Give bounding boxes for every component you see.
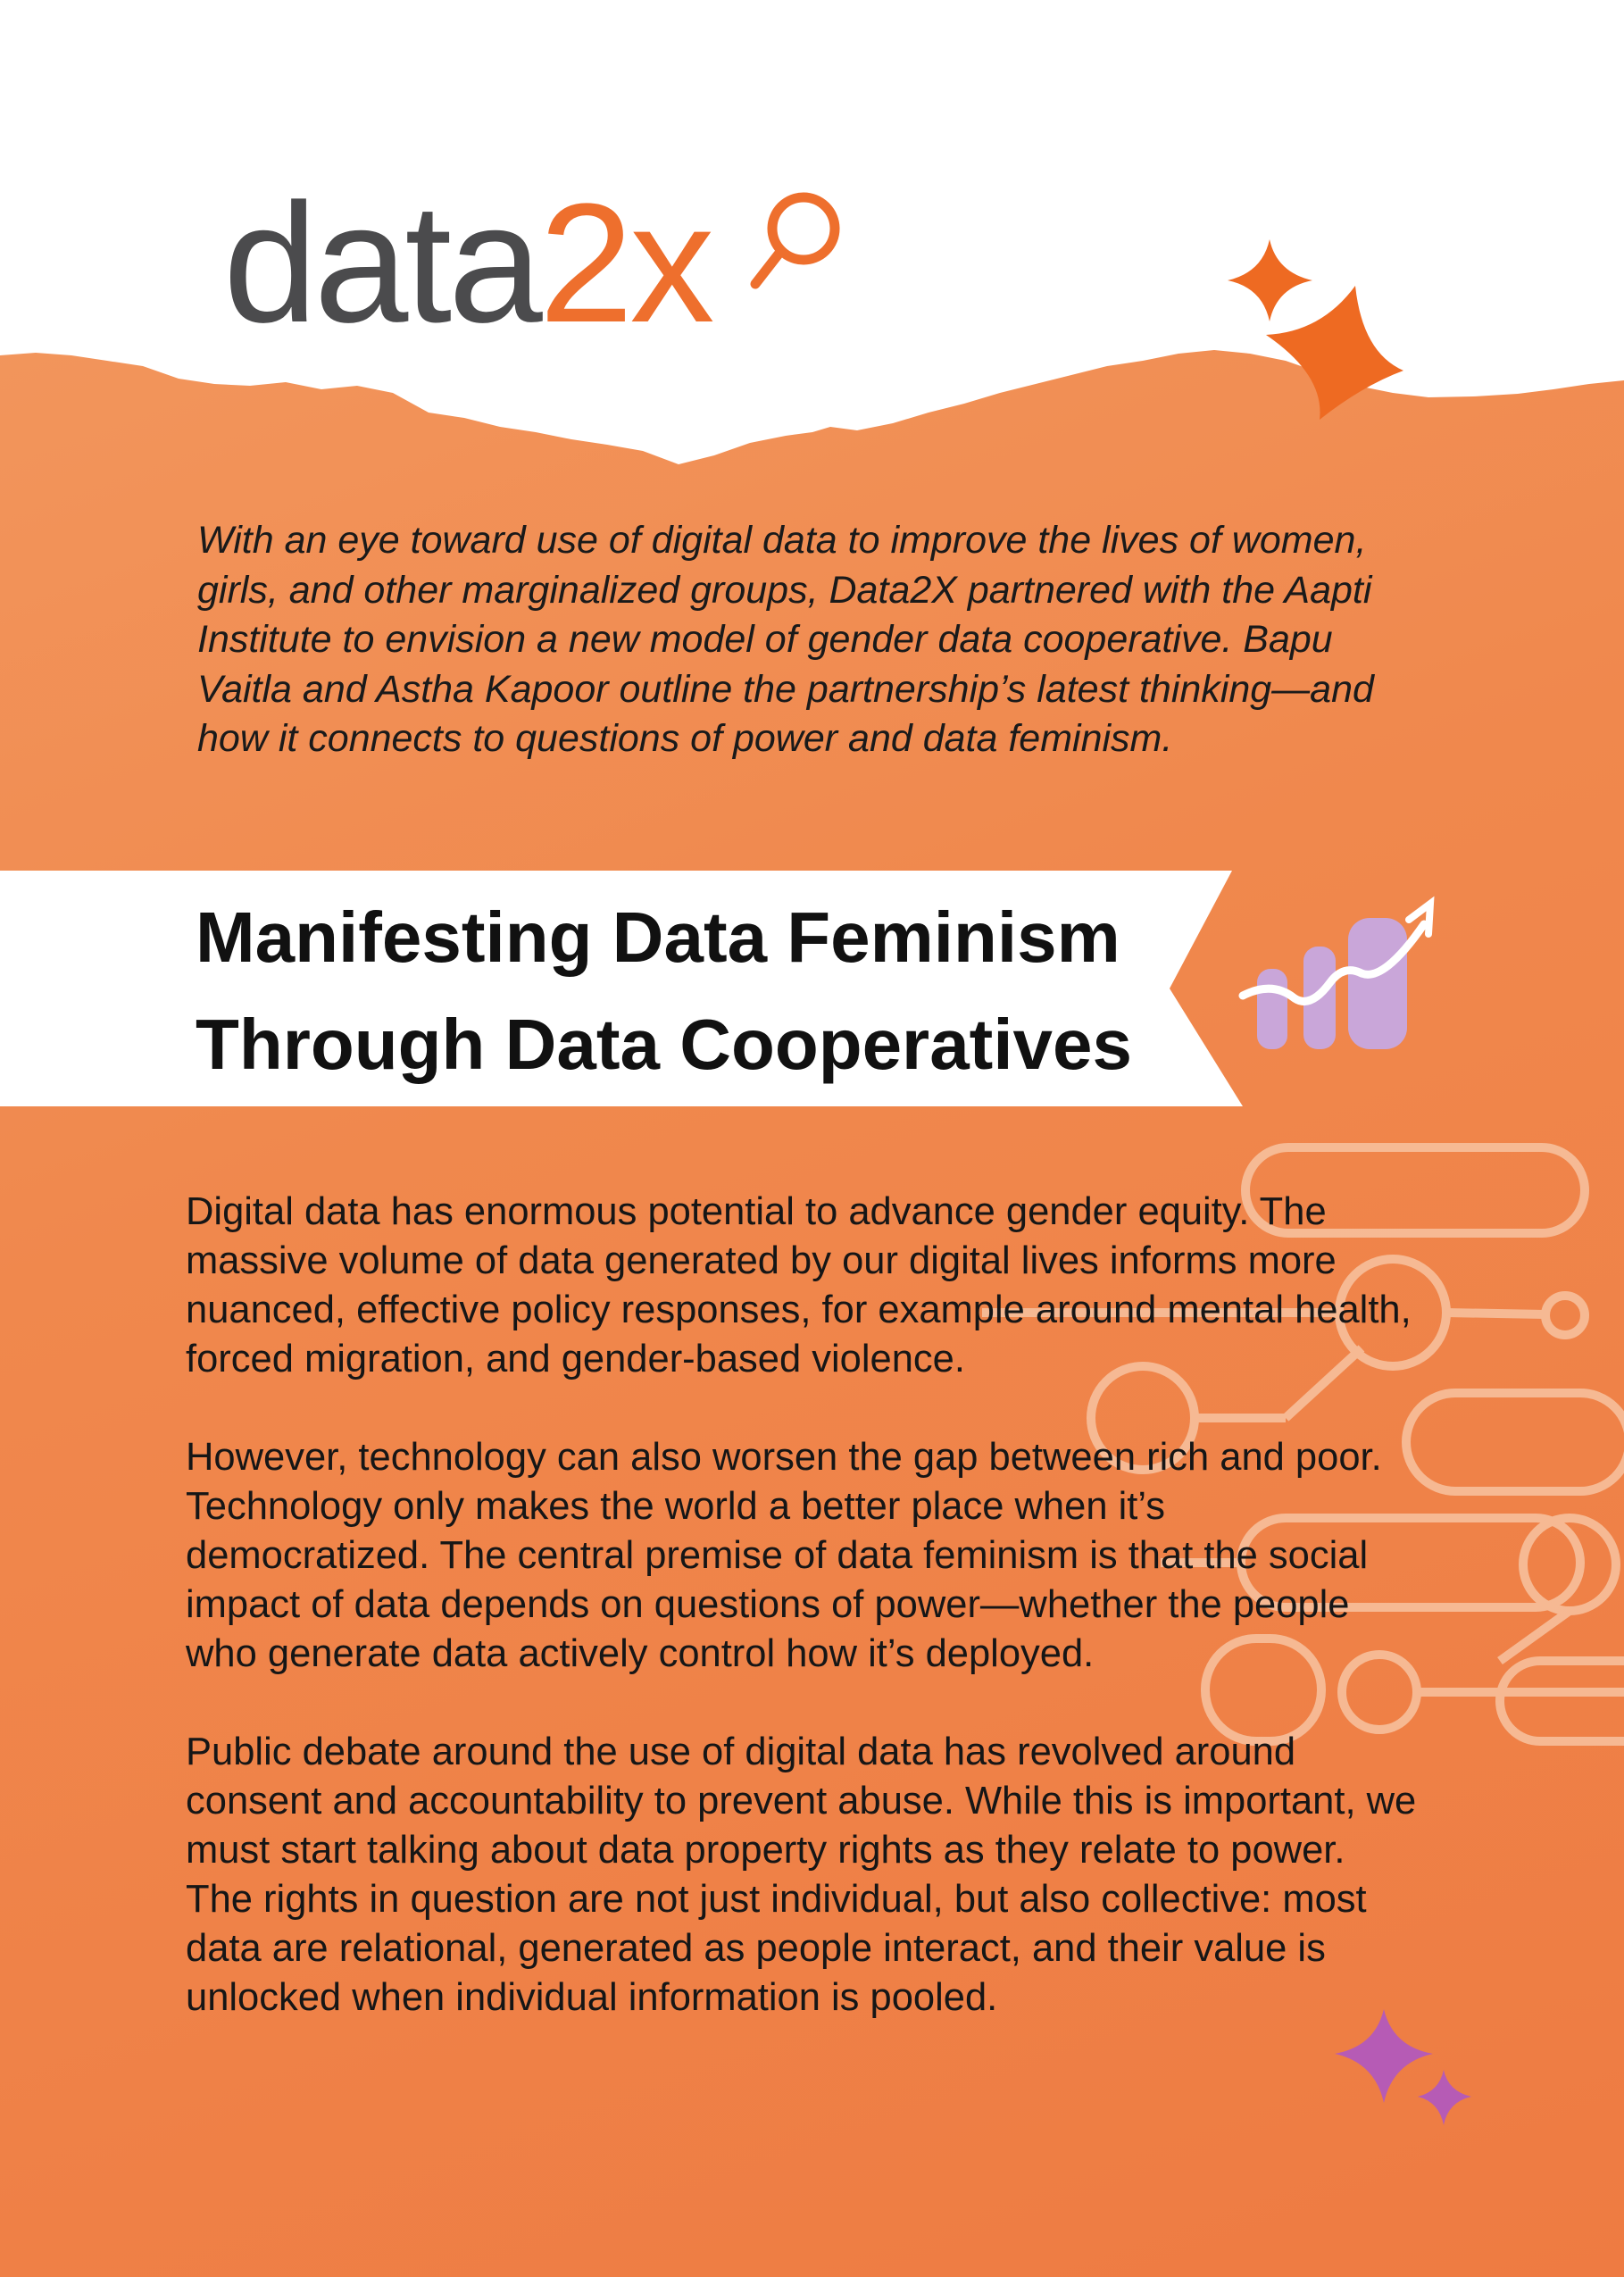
sparkle-icon (1418, 2070, 1471, 2125)
page-title (196, 884, 1222, 1098)
logo-text-2x: 2x (538, 169, 712, 358)
intro-paragraph: With an eye toward use of digital data to improve the lives of women, girls, and other marginalized groups, Data2X partnered with the Aapti Institute to envision a new model of gender data cooperative. Bapu Vaitla and Astha Kapoor outline the partnership’s latest thinking—and how it connects to questions of power and data feminism. (197, 519, 1374, 760)
article-body (186, 1188, 1418, 2072)
bar-chart-icon (1243, 904, 1430, 1049)
logo-text-data: data (223, 169, 539, 358)
body-paragraph: However, technology can also worsen the gap between rich and poor. Technology only makes the world a better place when it’s democratized. The central premise of data feminism is that the social impact of data depends on questions of power—whether the people who generate data actively control how it’s deployed. (186, 1436, 1382, 1675)
data2x-logo (223, 161, 711, 366)
title-line-1: Manifesting Data Feminism (196, 897, 1120, 977)
body-paragraph: Digital data has enormous potential to advance gender equity. The massive volume of data generated by our digital lives informs more nuanced, effective policy responses, for example around mental health, forced migration, and gender-based violence. (186, 1190, 1412, 1380)
female-symbol-icon (750, 179, 857, 304)
title-line-2: Through Data Cooperatives (196, 1005, 1133, 1084)
body-paragraph: Public debate around the use of digital data has revolved around consent and accountability to prevent abuse. While this is important, we must start talking about data property rights as they relate to power. The rights in question are not just individual, but also collective: most data are relational, generated as people interact, and their value is unlocked when individual information is pooled. (186, 1731, 1417, 2019)
